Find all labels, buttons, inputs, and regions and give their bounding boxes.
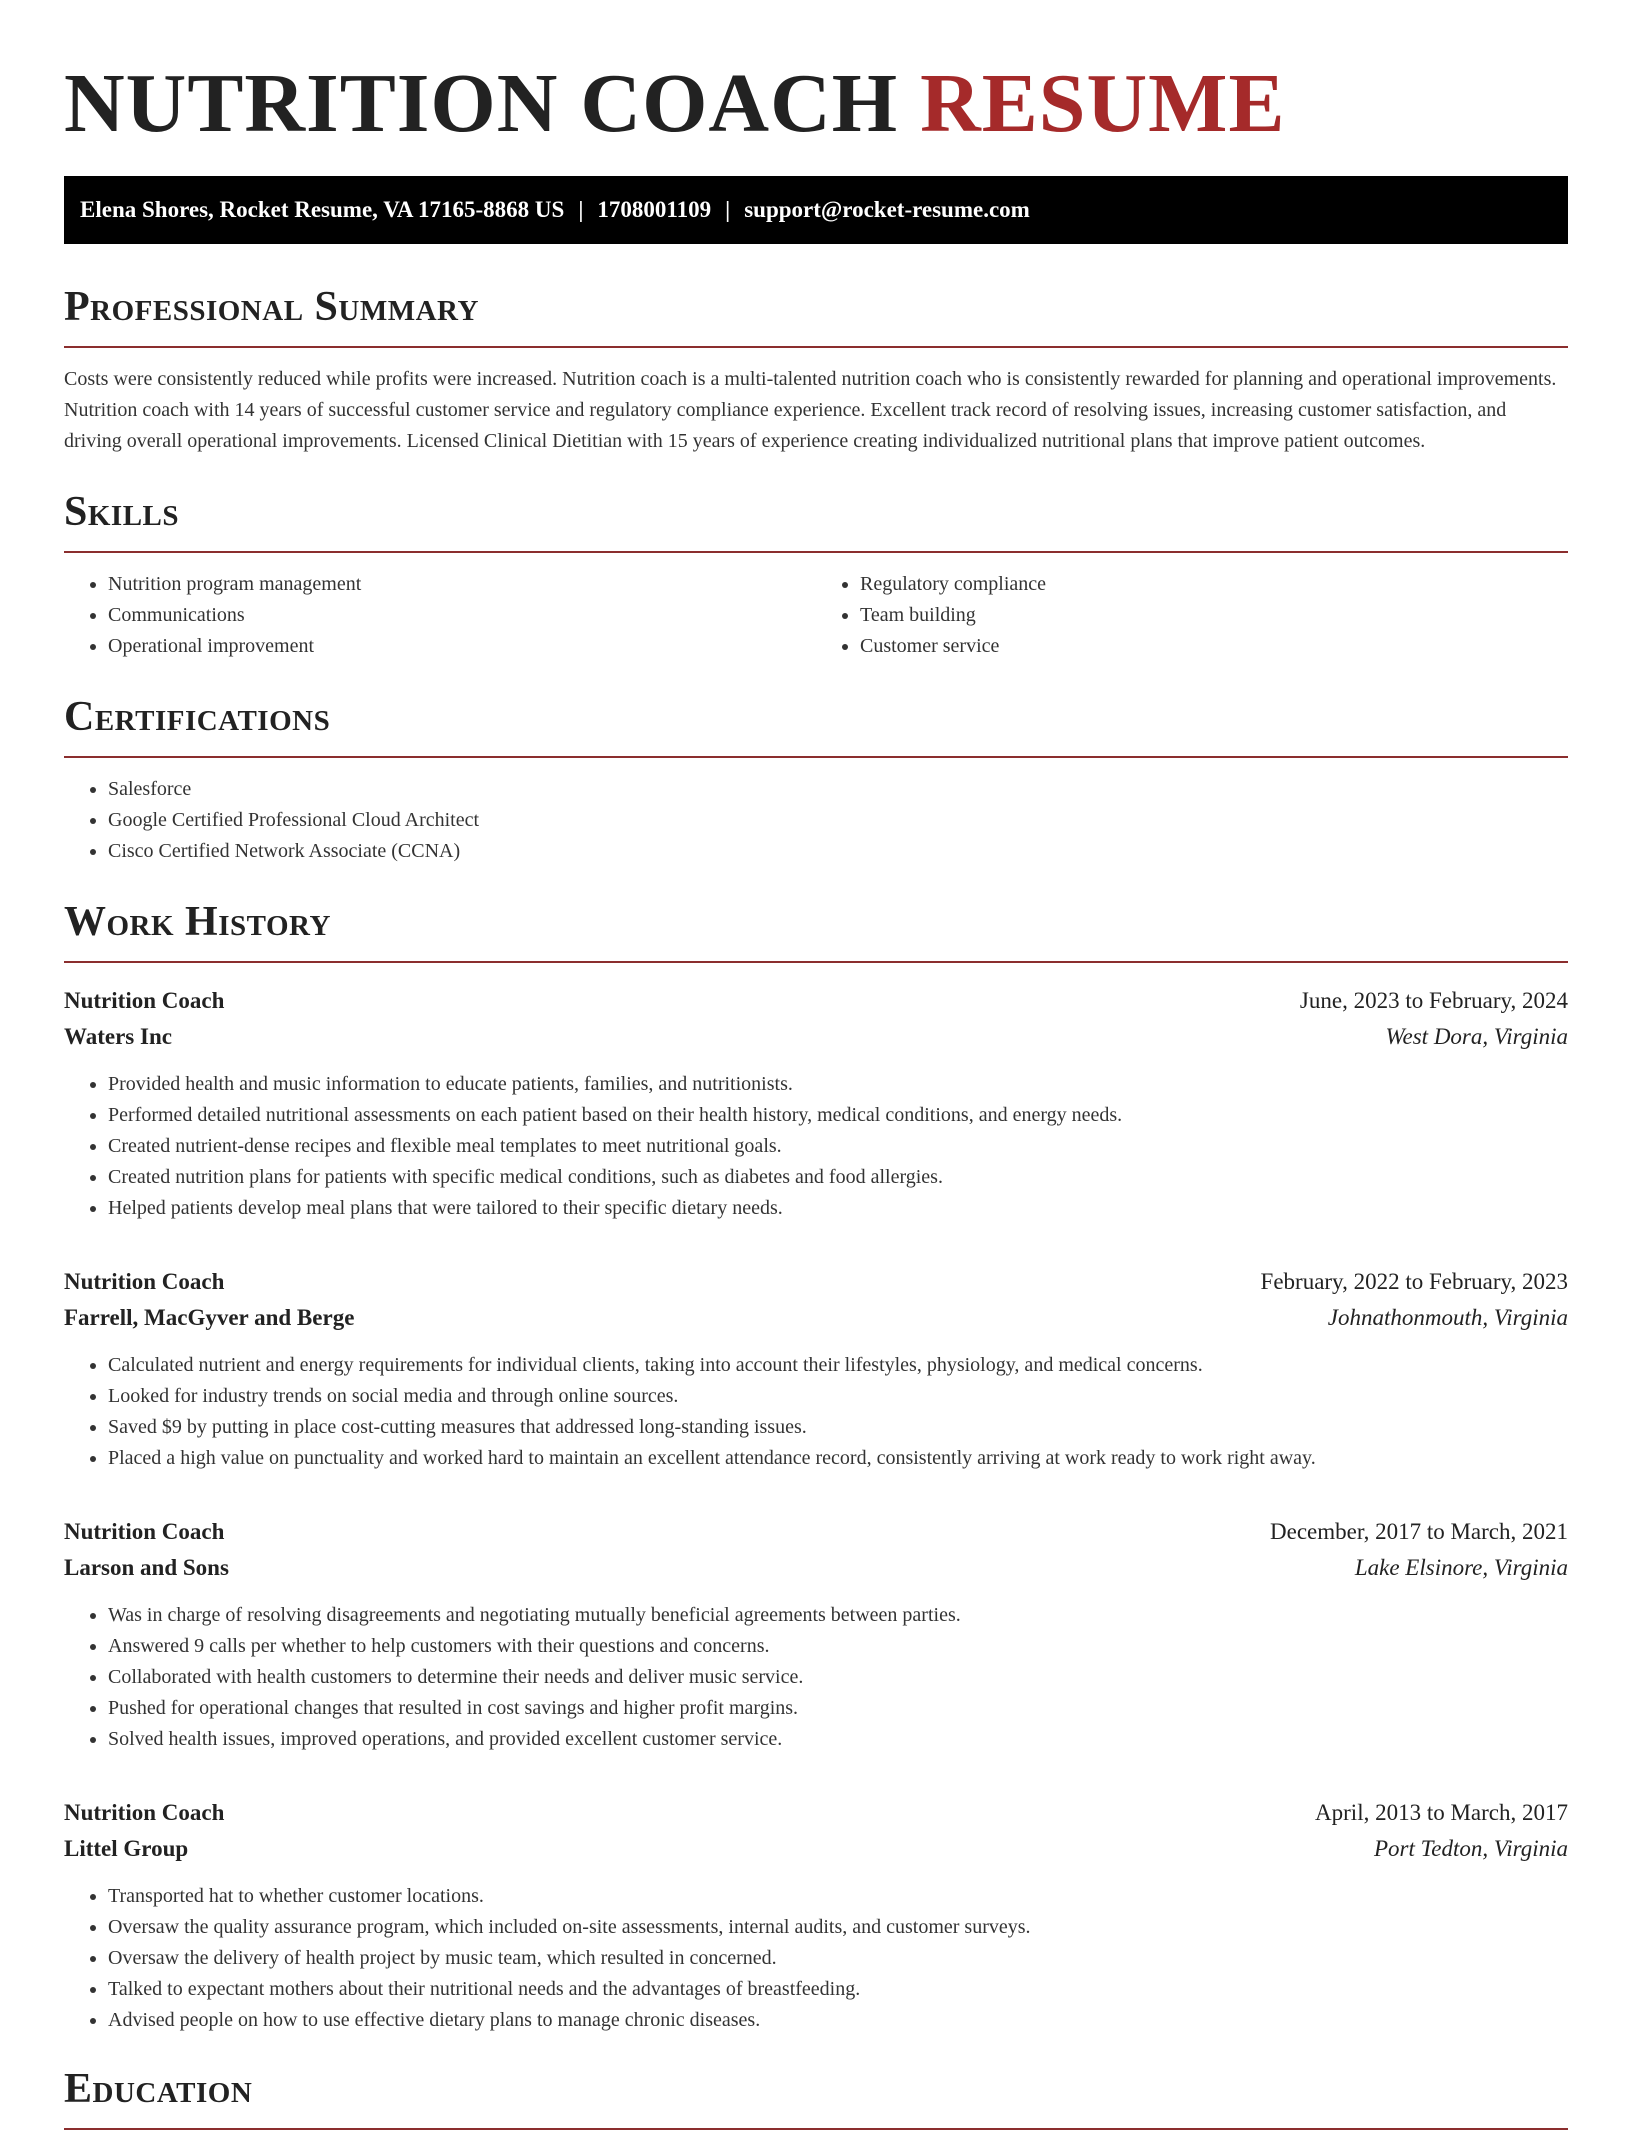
job-bullet: • Collaborated with health customers to determine their needs and deliver music service.	[108, 1662, 1568, 1693]
job-company: Larson and Sons	[64, 1555, 229, 1580]
job-entry	[64, 1514, 1568, 1755]
job-company: Littel Group	[64, 1836, 189, 1861]
skill-item: • Nutrition program management	[108, 569, 816, 600]
job-dates: February, 2022 to February, 2023	[1260, 1269, 1568, 1294]
job-bullet: • Performed detailed nutritional assessments on each patient based on their health history, medical conditions, and energy needs.	[108, 1100, 1568, 1131]
certifications-heading: Certifications	[64, 692, 1568, 758]
job-bullet: • Provided health and music information to educate patients, families, and nutritionists.	[108, 1069, 1568, 1100]
certification-item: • Google Certified Professional Cloud Architect	[108, 805, 1568, 836]
job-location: Lake Elsinore, Virginia	[1354, 1555, 1568, 1580]
summary-text: Costs were consistently reduced while profits were increased. Nutrition coach is a multi-talented nutrition coach who is consistently rewarded for planning and operational improvements. Nutrition coach with 14 years of successful customer service and regulatory compliance experience. Excellent track record of resolving issues, increasing customer satisfaction, and driving overall operational improvements. Licensed Clinical Dietitian with 15 years of experience creating individualized nutritional plans that improve patient outcomes.	[64, 368, 1557, 452]
job-entry	[64, 983, 1568, 1224]
job-bullet: • Saved $9 by putting in place cost-cutting measures that addressed long-standing issues.	[108, 1412, 1568, 1443]
job-bullet: • Advised people on how to use effective dietary plans to manage chronic diseases.	[108, 2005, 1568, 2036]
title-role: NUTRITION COACH	[64, 57, 899, 150]
job-title: Nutrition Coach	[64, 1269, 225, 1294]
job-title: Nutrition Coach	[64, 1800, 225, 1825]
job-bullets	[64, 1600, 1568, 1755]
job-bullet: • Oversaw the quality assurance program, which included on-site assessments, internal audits, and customer surveys.	[108, 1912, 1568, 1943]
job-bullet: • Placed a high value on punctuality and worked hard to maintain an excellent attendance record, consistently arriving at work ready to work right away.	[108, 1443, 1568, 1474]
contact-address: Elena Shores, Rocket Resume, VA 17165-8868 US	[80, 197, 565, 222]
job-bullet: • Answered 9 calls per whether to help customers with their questions and concerns.	[108, 1631, 1568, 1662]
job-bullet: • Calculated nutrient and energy requirements for individual clients, taking into account their lifestyles, physiology, and medical concerns.	[108, 1350, 1568, 1381]
skills-list	[64, 569, 1568, 662]
job-bullets	[64, 1350, 1568, 1474]
job-bullet: • Transported hat to whether customer locations.	[108, 1881, 1568, 1912]
job-title: Nutrition Coach	[64, 988, 225, 1013]
job-bullet: • Talked to expectant mothers about their nutritional needs and the advantages of breastfeeding.	[108, 1974, 1568, 2005]
contact-email: support@rocket-resume.com	[744, 197, 1030, 222]
job-dates: April, 2013 to March, 2017	[1315, 1800, 1568, 1825]
skill-item: • Regulatory compliance	[860, 569, 1568, 600]
skills-heading: Skills	[64, 487, 1568, 553]
certification-item: • Salesforce	[108, 774, 1568, 805]
summary-heading: Professional Summary	[64, 282, 1568, 348]
job-bullet: • Pushed for operational changes that resulted in cost savings and higher profit margins.	[108, 1693, 1568, 1724]
job-dates: June, 2023 to February, 2024	[1299, 988, 1568, 1013]
skill-item: • Team building	[860, 600, 1568, 631]
work-history-heading: Work History	[64, 897, 1568, 963]
skills-column-right	[816, 569, 1568, 662]
certification-item: • Cisco Certified Network Associate (CCNA)	[108, 836, 1568, 867]
education-heading: Education	[64, 2064, 1568, 2130]
job-location: Johnathonmouth, Virginia	[1327, 1305, 1568, 1330]
resume-page	[64, 0, 1568, 2130]
resume-title	[64, 56, 1568, 152]
job-bullets	[64, 1069, 1568, 1224]
job-dates: December, 2017 to March, 2021	[1270, 1519, 1568, 1544]
skill-item: • Customer service	[860, 631, 1568, 662]
contact-separator: |	[725, 197, 731, 222]
job-bullet: • Oversaw the delivery of health project by music team, which resulted in concerned.	[108, 1943, 1568, 1974]
certifications-list	[64, 774, 1568, 867]
job-bullet: • Was in charge of resolving disagreements and negotiating mutually beneficial agreements between parties.	[108, 1600, 1568, 1631]
skills-column-left	[64, 569, 816, 662]
job-company: Waters Inc	[64, 1024, 172, 1049]
job-location: Port Tedton, Virginia	[1373, 1836, 1568, 1861]
job-location: West Dora, Virginia	[1385, 1024, 1568, 1049]
skill-item: • Operational improvement	[108, 631, 816, 662]
skill-item: • Communications	[108, 600, 816, 631]
job-bullet: • Helped patients develop meal plans that were tailored to their specific dietary needs.	[108, 1193, 1568, 1224]
job-bullet: • Looked for industry trends on social media and through online sources.	[108, 1381, 1568, 1412]
job-entry	[64, 1795, 1568, 2036]
job-title: Nutrition Coach	[64, 1519, 225, 1544]
job-bullet: • Solved health issues, improved operations, and provided excellent customer service.	[108, 1724, 1568, 1755]
contact-separator: |	[578, 197, 584, 222]
contact-phone: 1708001109	[597, 197, 712, 222]
job-bullet: • Created nutrient-dense recipes and flexible meal templates to meet nutritional goals.	[108, 1131, 1568, 1162]
title-resume: RESUME	[920, 57, 1286, 150]
job-entry	[64, 1264, 1568, 1474]
job-bullet: • Created nutrition plans for patients with specific medical conditions, such as diabetes and food allergies.	[108, 1162, 1568, 1193]
contact-bar	[64, 176, 1568, 244]
job-bullets	[64, 1881, 1568, 2036]
job-company: Farrell, MacGyver and Berge	[64, 1305, 355, 1330]
